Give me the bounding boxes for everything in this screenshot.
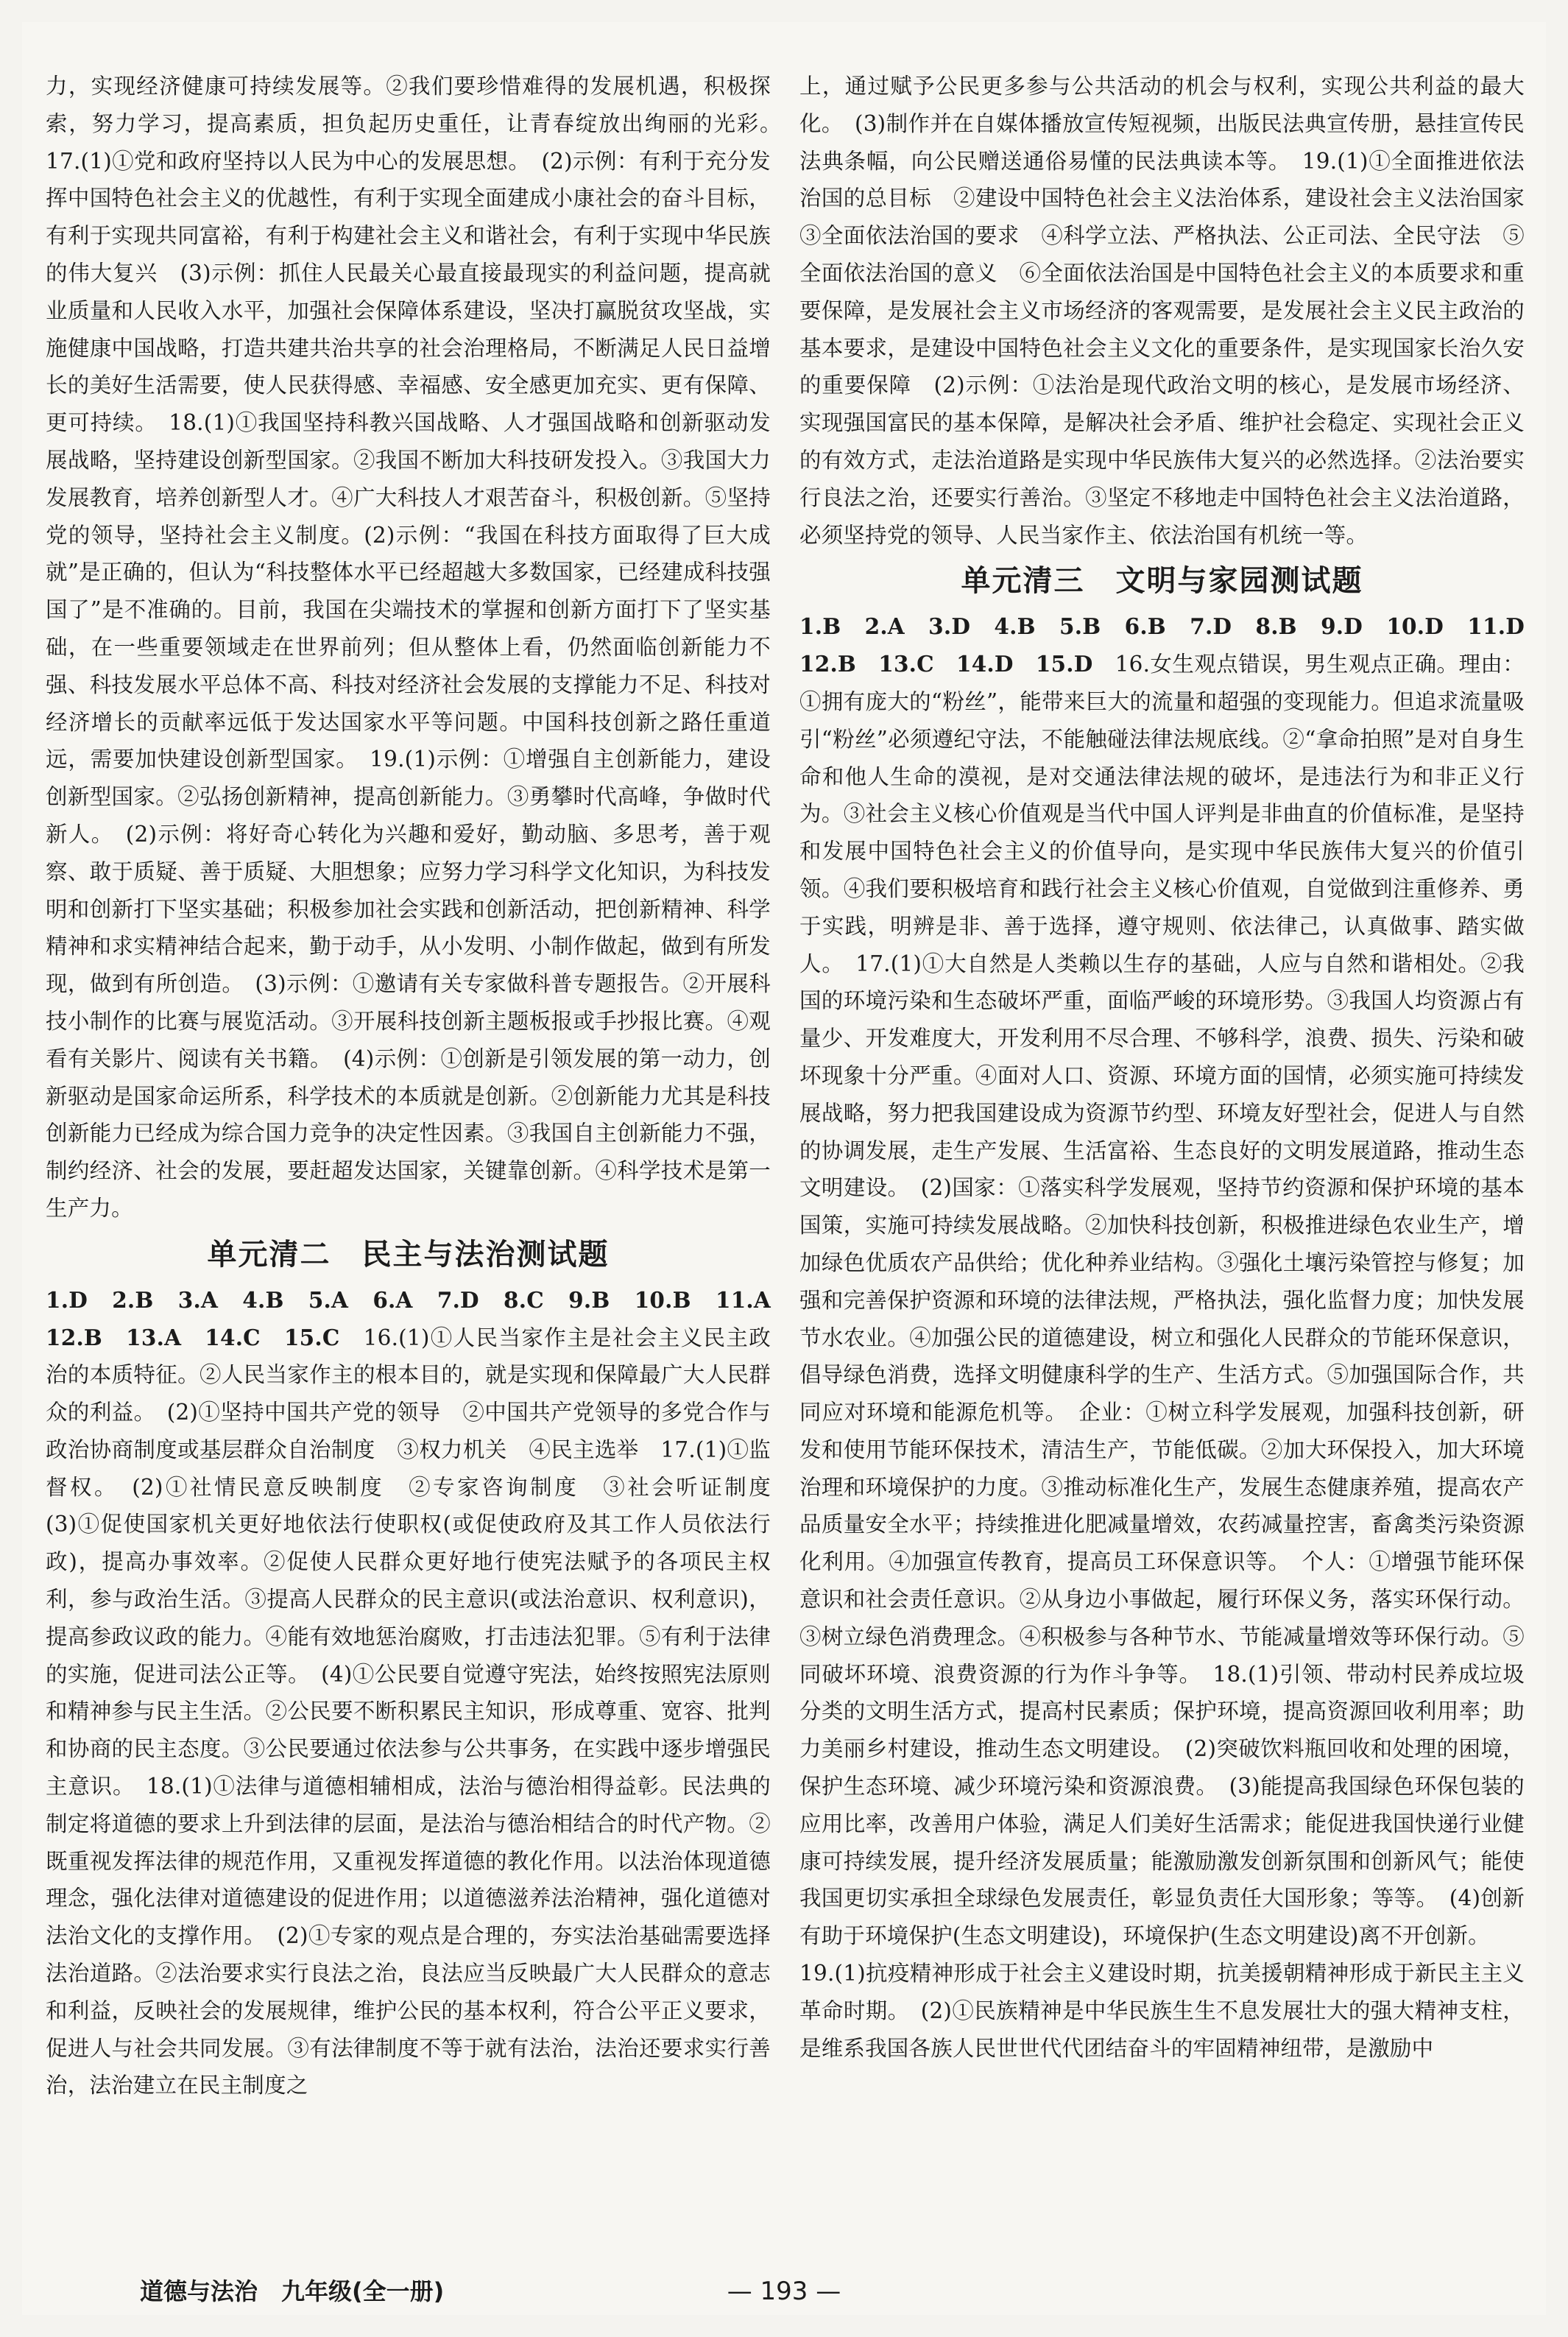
footer-subject: 道德与法治 九年级(全一册)	[140, 2277, 445, 2305]
left-column	[46, 68, 793, 2232]
answer-paragraph	[799, 608, 1547, 1955]
right-column	[799, 68, 1547, 2232]
multiple-choice-answers: 1.D 2.B 3.A 4.B 5.A 6.A 7.D 8.C 9.B 10.B 11.A 12.B 13.A 14.C 15.C	[46, 1286, 793, 1350]
page-number: — 193 —	[727, 2277, 841, 2306]
answer-paragraph: 19.(1)抗疫精神形成于社会主义建设时期，抗美援朝精神形成于新民主主义革命时期。 (2)①民族精神是中华民族生生不息发展壮大的强大精神支柱，是维系我国各族人民世世代代团结奋斗的牢固精神纽带，是激励中	[799, 1961, 1525, 2061]
multiple-choice-answers: 1.B 2.A 3.D 4.B 5.B 6.B 7.D 8.B 9.D 10.D 11.D 12.B 13.C 14.D 15.D	[799, 613, 1547, 677]
answer-paragraph: 上，通过赋予公民更多参与公共活动的机会与权利，实现公共利益的最大化。 (3)制作并在自媒体播放宣传短视频，出版民法典宣传册，悬挂宣传民法典条幅，向公民赠送通俗易懂的民法典读本等。 19.(1)①全面推进依法治国的总目标 ②建设中国特色社会主义法治体系，建设社会主义法治国家 ③全面依法治国的要求 ④科学立法、严格执法、公正司法、全民守法 ⑤全面依法治国的意义 ⑥全面依法治国是中国特色社会主义的本质要求和重要保障，是发展社会主义市场经济的客观需要，是发展社会主义民主政治的基本要求，是建设中国特色社会主义文化的重要条件，是实现国家长治久安的重要保障 (2)示例：①法治是现代政治文明的核心，是发展市场经济、实现强国富民的基本保障，是解决社会矛盾、维护社会稳定、实现社会正义的有效方式，走法治道路是实现中华民族伟大复兴的必然选择。②法治要实行良法之治，还要实行善治。③坚定不移地走中国特色社会主义法治道路，必须坚持党的领导、人民当家作主、依法治国有机统一等。	[799, 74, 1547, 548]
answer-paragraph	[46, 1282, 793, 2105]
section-title-unit-3: 单元清三 文明与家园测试题	[961, 564, 1363, 599]
page	[22, 22, 1546, 2315]
page-footer	[44, 2269, 1524, 2313]
answer-paragraph: 力，实现经济健康可持续发展等。②我们要珍惜难得的发展机遇，积极探索，努力学习，提高素质，担负起历史重任，让青春绽放出绚丽的光彩。 17.(1)①党和政府坚持以人民为中心的发展思想。 (2)示例：有利于充分发挥中国特色社会主义的优越性，有利于实现全面建成小康社会的奋斗目标，有利于实现共同富裕，有利于构建社会主义和谐社会，有利于实现中华民族的伟大复兴 (3)示例：抓住人民最关心最直接最现实的利益问题，提高就业质量和人民收入水平，加强社会保障体系建设，坚决打赢脱贫攻坚战，实施健康中国战略，打造共建共治共享的社会治理格局，不断满足人民日益增长的美好生活需要，使人民获得感、幸福感、安全感更加充实、更有保障、更可持续。 18.(1)①我国坚持科教兴国战略、人才强国战略和创新驱动发展战略，坚持建设创新型国家。②我国不断加大科技研发投入。③我国大力发展教育，培养创新型人才。④广大科技人才艰苦奋斗，积极创新。⑤坚持党的领导，坚持社会主义制度。(2)示例：“我国在科技方面取得了巨大成就”是正确的，但认为“科技整体水平已经超越大多数国家，已经建成科技强国了”是不准确的。目前，我国在尖端技术的掌握和创新方面打下了坚实基础，在一些重要领域走在世界前列；但从整体上看，仍然面临创新能力不强、科技发展水平总体不高、科技对经济社会发展的支撑能力不足、科技对经济增长的贡献率远低于发达国家水平等问题。中国科技创新之路任重道远，需要加快建设创新型国家。 19.(1)示例：①增强自主创新能力，建设创新型国家。②弘扬创新精神，提高创新能力。③勇攀时代高峰，争做时代新人。 (2)示例：将好奇心转化为兴趣和爱好，勤动脑、多思考，善于观察、敢于质疑、善于质疑、大胆想象；应努力学习科学文化知识，为科技发明和创新打下坚实基础；积极参加社会实践和创新活动，把创新精神、科学精神和求实精神结合起来，勤于动手，从小发明、小制作做起，做到有所发现，做到有所创造。 (3)示例：①邀请有关专家做科普专题报告。②开展科技小制作的比赛与展览活动。③开展科技创新主题板报或手抄报比赛。④观看有关影片、阅读有关书籍。 (4)示例：①创新是引领发展的第一动力，创新驱动是国家命运所系，科学技术的本质就是创新。②创新能力尤其是科技创新能力已经成为综合国力竞争的决定性因素。③我国自主创新能力不强，制约经济、社会的发展，要赶超发达国家，关键靠创新。④科学技术是第一生产力。	[46, 74, 793, 1221]
section-title-unit-2: 单元清二 民主与法治测试题	[207, 1237, 610, 1272]
answer-text: 16.女生观点错误，男生观点正确。理由：①拥有庞大的“粉丝”，能带来巨大的流量和超强的变现能力。但追求流量吸引“粉丝”必须遵纪守法，不能触碰法律法规底线。②“拿命拍照”是对自身生命和他人生命的漠视，是对交通法律法规的破坏，是违法行为和非正义行为。③社会主义核心价值观是当代中国人评判是非曲直的价值标准，是坚持和发展中国特色社会主义的价值导向，是实现中华民族伟大复兴的价值引领。④我们要积极培育和践行社会主义核心价值观，自觉做到注重修养、勇于实践，明辨是非、善于选择，遵守规则、依法律己，认真做事、踏实做人。 17.(1)①大自然是人类赖以生存的基础，人应与自然和谐相处。②我国的环境污染和生态破坏严重，面临严峻的环境形势。③我国人均资源占有量少、开发难度大，开发利用不尽合理、不够科学，浪费、损失、污染和破坏现象十分严重。④面对人口、资源、环境方面的国情，必须实施可持续发展战略，努力把我国建设成为资源节约型、环境友好型社会，促进人与自然的协调发展，走生产发展、生活富裕、生态良好的文明发展道路，推动生态文明建设。 (2)国家：①落实科学发展观，坚持节约资源和保护环境的基本国策，实施可持续发展战略。②加快科技创新，积极推进绿色农业生产，增加绿色优质农产品供给；优化种养业结构。③强化土壤污染管控与修复；加强和完善保护资源和环境的法律法规，严格执法，强化监督力度；加快发展节水农业。④加强公民的道德建设，树立和强化人民群众的节能环保意识，倡导绿色消费，选择文明健康科学的生产、生活方式。⑤加强国际合作，共同应对环境和能源危机等。 企业：①树立科学发展观，加强科技创新，研发和使用节能环保技术，清洁生产，节能低碳。②加大环保投入，加大环境治理和环境保护的力度。③推动标准化生产，发展生态健康养殖，提高农产品质量安全水平；持续推进化肥减量增效，农药减量控害，畜禽类污染资源化利用。④加强宣传教育，提高员工环保意识等。 个人：①增强节能环保意识和社会责任意识。②从身边小事做起，履行环保义务，落实环保行动。③树立绿色消费理念。④积极参与各种节水、节能减量增效等环保行动。⑤同破坏环境、浪费资源的行为作斗争等。 18.(1)引领、带动村民养成垃圾分类的文明生活方式，提高村民素质；保护环境，提高资源回收利用率；助力美丽乡村建设，推动生态文明建设。 (2)突破饮料瓶回收和处理的困境，保护生态环境、减少环境污染和资源浪费。 (3)能提高我国绿色环保包装的应用比率，改善用户体验，满足人们美好生活需求；能促进我国快递行业健康可持续发展，提升经济发展质量；能激励激发创新氛围和创新风气；能使我国更切实承担全球绿色发展责任，彰显负责任大国形象；等等。 (4)创新有助于环境保护(生态文明建设)，环境保护(生态文明建设)离不开创新。	[799, 652, 1525, 1949]
answer-text: 16.(1)①人民当家作主是社会主义民主政治的本质特征。②人民当家作主的根本目的，就是实现和保障最广大人民群众的利益。 (2)①坚持中国共产党的领导 ②中国共产党领导的多党合作与政治协商制度或基层群众自治制度 ③权力机关 ④民主选举 17.(1)①监督权。 (2)①社情民意反映制度 ②专家咨询制度 ③社会听证制度 (3)①促使国家机关更好地依法行使职权(或促使政府及其工作人员依法行政)，提高办事效率。②促使人民群众更好地行使宪法赋予的各项民主权利，参与政治生活。③提高人民群众的民主意识(或法治意识、权利意识)，提高参政议政的能力。④能有效地惩治腐败，打击违法犯罪。⑤有利于法律的实施，促进司法公正等。 (4)①公民要自觉遵守宪法，始终按照宪法原则和精神参与民主生活。②公民要不断积累民主知识，形成尊重、宽容、批判和协商的民主态度。③公民要通过依法参与公共事务，在实践中逐步增强民主意识。 18.(1)①法律与道德相辅相成，法治与德治相得益彰。民法典的制定将道德的要求上升到法律的层面，是法治与德治相结合的时代产物。②既重视发挥法律的规范作用，又重视发挥道德的教化作用。以法治体现道德理念，强化法律对道德建设的促进作用；以道德滋养法治精神，强化道德对法治文化的支撑作用。 (2)①专家的观点是合理的，夯实法治基础需要选择法治道路。②法治要求实行良法之治，良法应当反映最广大人民群众的意志和利益，反映社会的发展规律，维护公民的基本权利，符合公平正义要求，促进人与社会共同发展。③有法律制度不等于就有法治，法治还要求实行善治，法治建立在民主制度之	[46, 1325, 793, 2098]
